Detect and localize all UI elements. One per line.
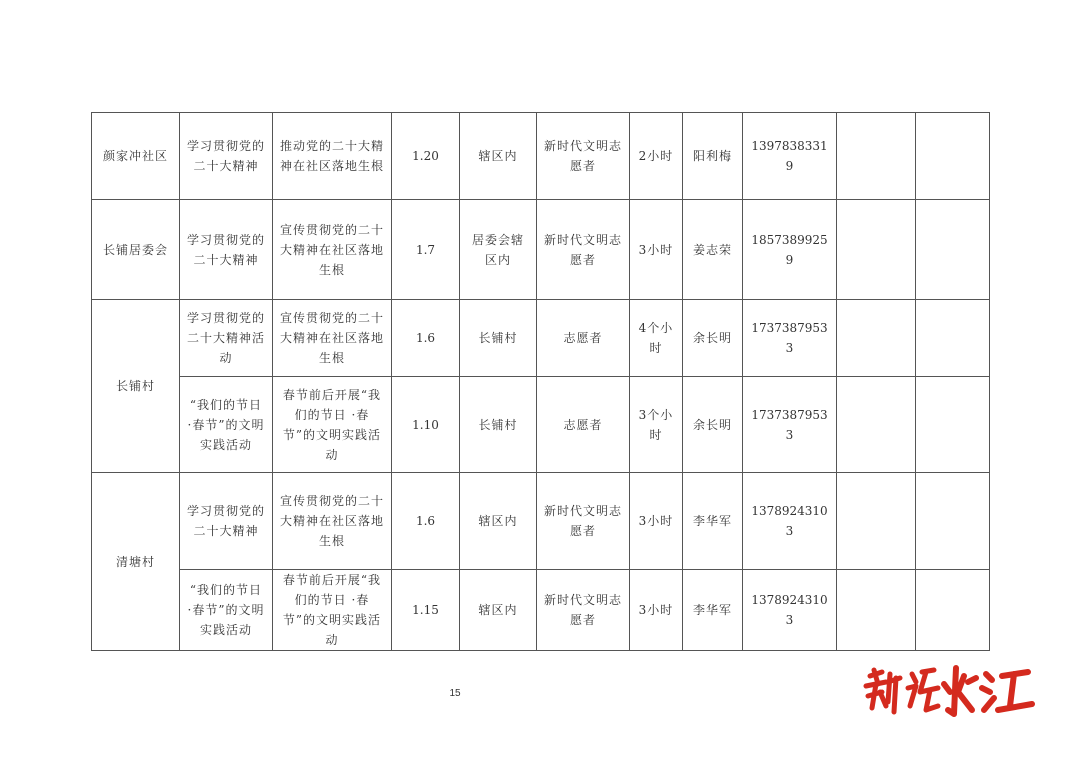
activity-table (91, 112, 990, 651)
phone-cell: 13789243103 (743, 570, 837, 651)
extra-cell (916, 200, 990, 300)
table-row (92, 113, 990, 200)
phone-cell: 17373879533 (743, 300, 837, 377)
extra-cell (916, 300, 990, 377)
extra-cell (916, 570, 990, 651)
date-cell: 1.20 (392, 113, 460, 200)
theme-cell: 学习贯彻党的二十大精神 (180, 473, 273, 570)
unit-cell: 长铺居委会 (92, 200, 180, 300)
table-row (92, 300, 990, 377)
date-cell: 1.10 (392, 377, 460, 473)
duration-cell: 3个小时 (630, 377, 683, 473)
location-cell: 长铺村 (460, 300, 537, 377)
page-number: 15 (449, 688, 461, 699)
content-cell: 宣传贯彻党的二十大精神在社区落地生根 (273, 200, 392, 300)
unit-cell: 清塘村 (92, 473, 180, 651)
extra-cell (837, 570, 916, 651)
content-cell: 宣传贯彻党的二十大精神在社区落地生根 (273, 473, 392, 570)
date-cell: 1.6 (392, 473, 460, 570)
participants-cell: 新时代文明志愿者 (537, 473, 630, 570)
contact-cell: 余长明 (683, 377, 743, 473)
location-cell: 辖区内 (460, 570, 537, 651)
content-cell: 春节前后开展“我们的节日 ·春节”的文明实践活动 (273, 377, 392, 473)
extra-cell (837, 300, 916, 377)
content-cell: 宣传贯彻党的二十大精神在社区落地生根 (273, 300, 392, 377)
duration-cell: 4个小时 (630, 300, 683, 377)
table-row (92, 377, 990, 473)
duration-cell: 3小时 (630, 570, 683, 651)
contact-cell: 李华军 (683, 570, 743, 651)
date-cell: 1.15 (392, 570, 460, 651)
extra-cell (837, 113, 916, 200)
table-row (92, 473, 990, 570)
table-row (92, 570, 990, 651)
theme-cell: 学习贯彻党的二十大精神活动 (180, 300, 273, 377)
participants-cell: 新时代文明志愿者 (537, 570, 630, 651)
theme-cell: “我们的节日 ·春节”的文明实践活动 (180, 570, 273, 651)
phone-cell: 17373879533 (743, 377, 837, 473)
phone-cell: 18573899259 (743, 200, 837, 300)
extra-cell (916, 473, 990, 570)
participants-cell: 新时代文明志愿者 (537, 200, 630, 300)
date-cell: 1.7 (392, 200, 460, 300)
extra-cell (916, 113, 990, 200)
contact-cell: 李华军 (683, 473, 743, 570)
duration-cell: 2小时 (630, 113, 683, 200)
unit-cell: 颜家冲社区 (92, 113, 180, 200)
location-cell: 辖区内 (460, 113, 537, 200)
location-cell: 辖区内 (460, 473, 537, 570)
participants-cell: 新时代文明志愿者 (537, 113, 630, 200)
duration-cell: 3小时 (630, 473, 683, 570)
content-cell: 春节前后开展“我们的节日 ·春节”的文明实践活动 (273, 570, 392, 651)
phone-cell: 13978383319 (743, 113, 837, 200)
extra-cell (837, 377, 916, 473)
contact-cell: 姜志荣 (683, 200, 743, 300)
unit-cell: 长铺村 (92, 300, 180, 473)
extra-cell (916, 377, 990, 473)
contact-cell: 余长明 (683, 300, 743, 377)
date-cell: 1.6 (392, 300, 460, 377)
theme-cell: 学习贯彻党的二十大精神 (180, 200, 273, 300)
extra-cell (837, 200, 916, 300)
content-cell: 推动党的二十大精神在社区落地生根 (273, 113, 392, 200)
duration-cell: 3小时 (630, 200, 683, 300)
table-row (92, 200, 990, 300)
participants-cell: 志愿者 (537, 377, 630, 473)
extra-cell (837, 473, 916, 570)
location-cell: 居委会辖区内 (460, 200, 537, 300)
theme-cell: “我们的节日 ·春节”的文明实践活动 (180, 377, 273, 473)
phone-cell: 13789243103 (743, 473, 837, 570)
calligraphy-logo (860, 662, 1040, 724)
theme-cell: 学习贯彻党的二十大精神 (180, 113, 273, 200)
participants-cell: 志愿者 (537, 300, 630, 377)
contact-cell: 阳利梅 (683, 113, 743, 200)
location-cell: 长铺村 (460, 377, 537, 473)
